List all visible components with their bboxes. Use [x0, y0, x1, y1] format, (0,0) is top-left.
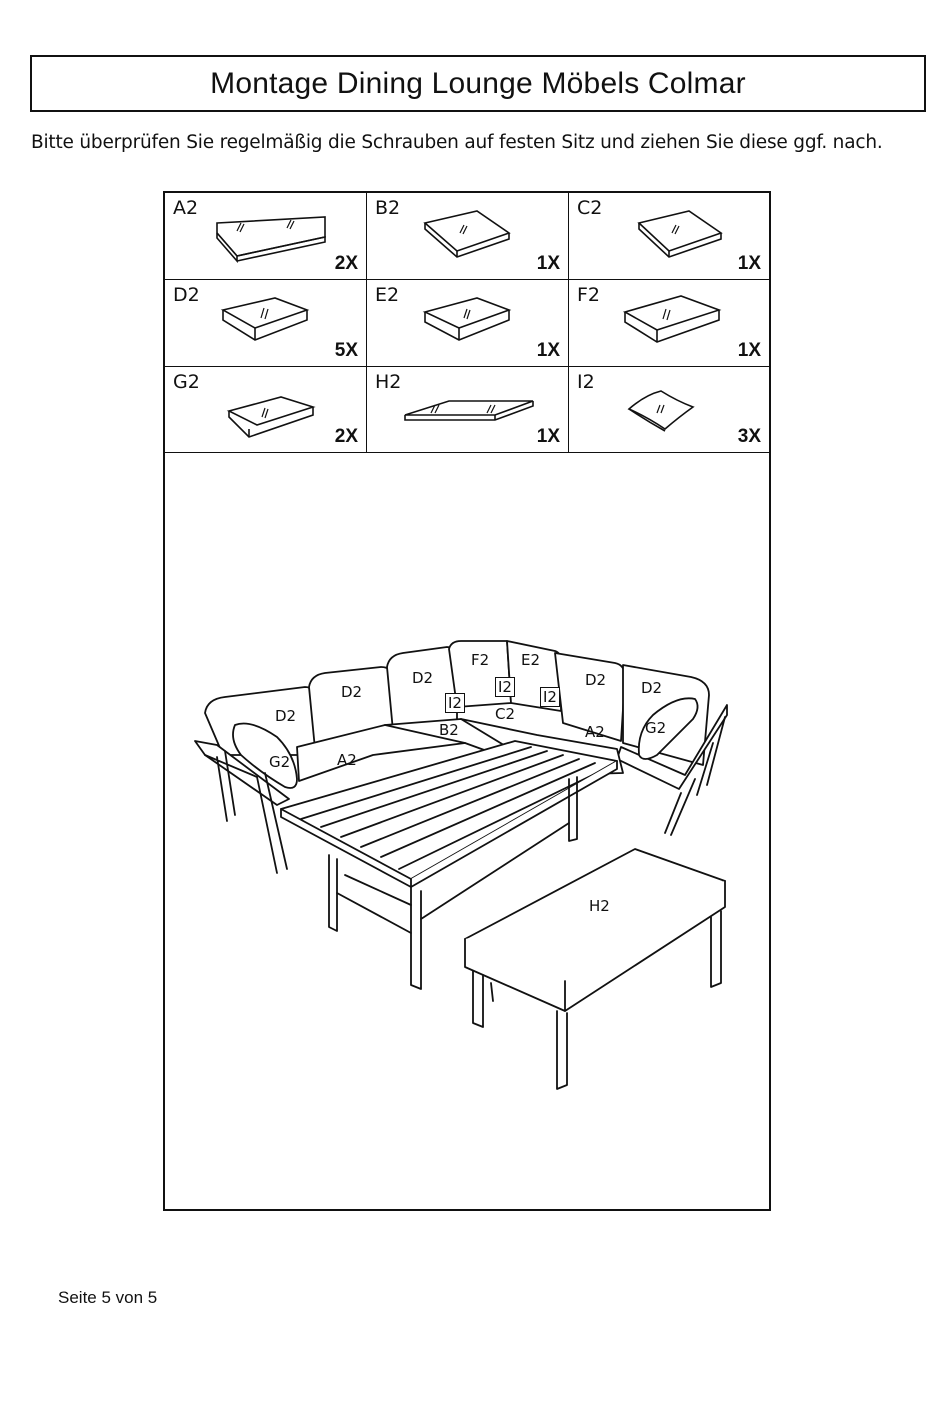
part-cell-g2	[165, 367, 367, 453]
page-title: Montage Dining Lounge Möbels Colmar	[210, 66, 746, 100]
part-quantity: 1X	[737, 253, 761, 274]
part-cell-f2	[569, 280, 769, 367]
label-a2: A2	[585, 723, 605, 741]
part-quantity: 1X	[536, 340, 560, 361]
part-cell-e2	[367, 280, 569, 367]
lounge-set-drawing	[165, 455, 769, 1209]
part-quantity: 1X	[737, 340, 761, 361]
label-h2: H2	[589, 897, 610, 915]
label-i2: I2	[445, 693, 465, 713]
label-d2: D2	[275, 707, 297, 725]
label-g2: G2	[269, 753, 291, 771]
label-g2: G2	[645, 719, 667, 737]
label-i2: I2	[495, 677, 515, 697]
label-d2: D2	[412, 669, 434, 687]
page-number: Seite 5 von 5	[58, 1288, 158, 1307]
label-a2: A2	[337, 751, 357, 769]
parts-grid	[165, 193, 769, 453]
part-code: G2	[173, 371, 200, 393]
parts-frame	[163, 191, 771, 1211]
part-cell-h2	[367, 367, 569, 453]
part-cell-i2	[569, 367, 769, 453]
part-code: I2	[577, 371, 595, 393]
part-quantity: 2X	[334, 253, 358, 274]
label-f2: F2	[471, 651, 490, 669]
label-c2: C2	[495, 705, 516, 723]
label-d2: D2	[585, 671, 607, 689]
label-e2: E2	[521, 651, 541, 669]
label-d2: D2	[341, 683, 363, 701]
part-quantity: 1X	[536, 426, 560, 447]
label-i2: I2	[540, 687, 560, 707]
part-cell-c2	[569, 193, 769, 280]
assembly-illustration	[165, 455, 769, 1209]
part-quantity: 2X	[334, 426, 358, 447]
maintenance-note: Bitte überprüfen Sie regelmäßig die Schrauben auf festen Sitz und ziehen Sie diese ggf. nach.	[31, 132, 883, 153]
part-code: C2	[577, 197, 603, 219]
part-code: A2	[173, 197, 199, 219]
part-code: B2	[375, 197, 401, 219]
part-quantity: 1X	[536, 253, 560, 274]
part-cell-a2	[165, 193, 367, 280]
label-d2: D2	[641, 679, 663, 697]
part-code: D2	[173, 284, 200, 306]
part-cell-d2	[165, 280, 367, 367]
label-b2: B2	[439, 721, 459, 739]
part-code: E2	[375, 284, 400, 306]
part-code: H2	[375, 371, 402, 393]
part-cell-b2	[367, 193, 569, 280]
part-quantity: 5X	[334, 340, 358, 361]
part-quantity: 3X	[737, 426, 761, 447]
title-box	[30, 55, 926, 112]
part-code: F2	[577, 284, 601, 306]
